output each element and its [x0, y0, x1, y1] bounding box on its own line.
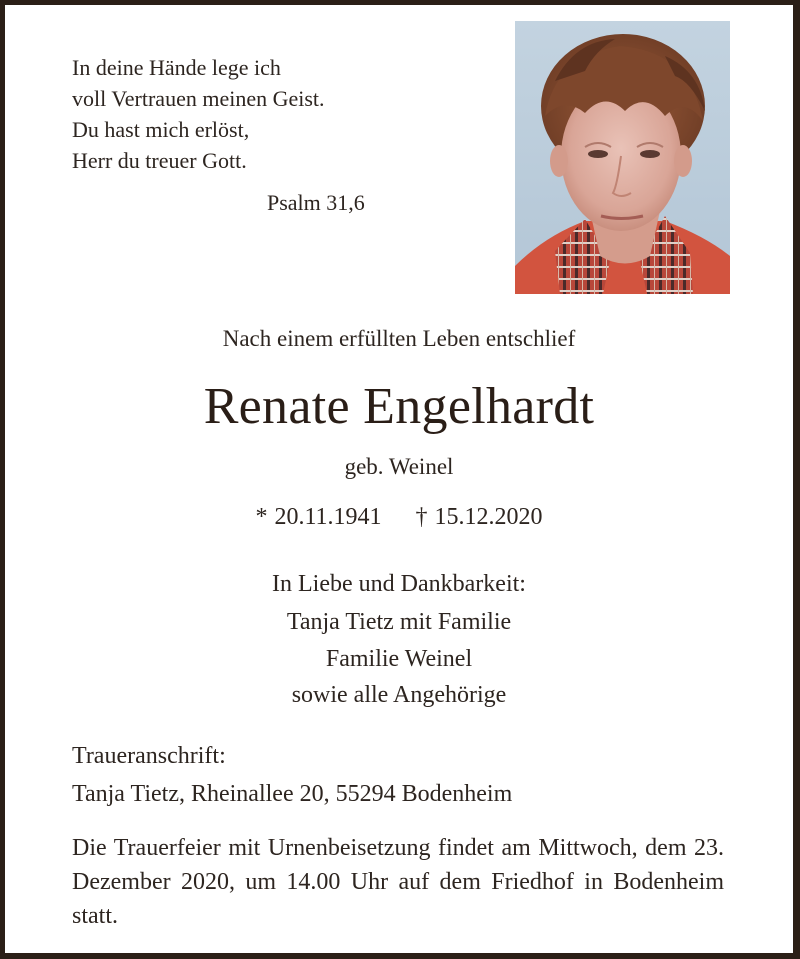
mourner-name: Tanja Tietz mit Familie [286, 609, 512, 635]
address-label: Traueranschrift: [72, 743, 226, 769]
obituary-notice [5, 5, 793, 953]
portrait-image [515, 21, 730, 294]
psalm-verse [72, 52, 325, 176]
mourning-address: Tanja Tietz, Rheinallee 20, 55294 Bodenheim [72, 781, 513, 807]
death-date: 15.12.2020 [434, 504, 543, 530]
deceased-name: Renate Engelhardt [203, 378, 595, 435]
mourners-heading: In Liebe und Dankbarkeit: [272, 571, 526, 597]
portrait-photo [515, 21, 730, 294]
death-cross-icon: † [415, 504, 428, 530]
mourner-name: Familie Weinel [325, 646, 473, 672]
verse-line: In deine Hände lege ich [72, 55, 281, 80]
verse-reference: Psalm 31,6 [267, 190, 365, 215]
verse-line: Du hast mich erlöst, [72, 117, 250, 142]
service-announcement: Die Trauerfeier mit Urnenbeisetzung findet am Mittwoch, dem 23. Dezember 2020, um 14.00 Uhr auf dem Friedhof in Bodenheim statt. [72, 835, 724, 929]
birth-star-icon: * [255, 504, 268, 530]
verse-line: Herr du treuer Gott. [72, 148, 247, 173]
maiden-name: geb. Weinel [344, 454, 454, 479]
birth-date: 20.11.1941 [274, 504, 382, 530]
verse-line: voll Vertrauen meinen Geist. [72, 86, 325, 111]
intro-text: Nach einem erfüllten Leben entschlief [222, 326, 576, 351]
mourner-name: sowie alle Angehörige [291, 682, 507, 708]
life-dates [5, 504, 793, 531]
